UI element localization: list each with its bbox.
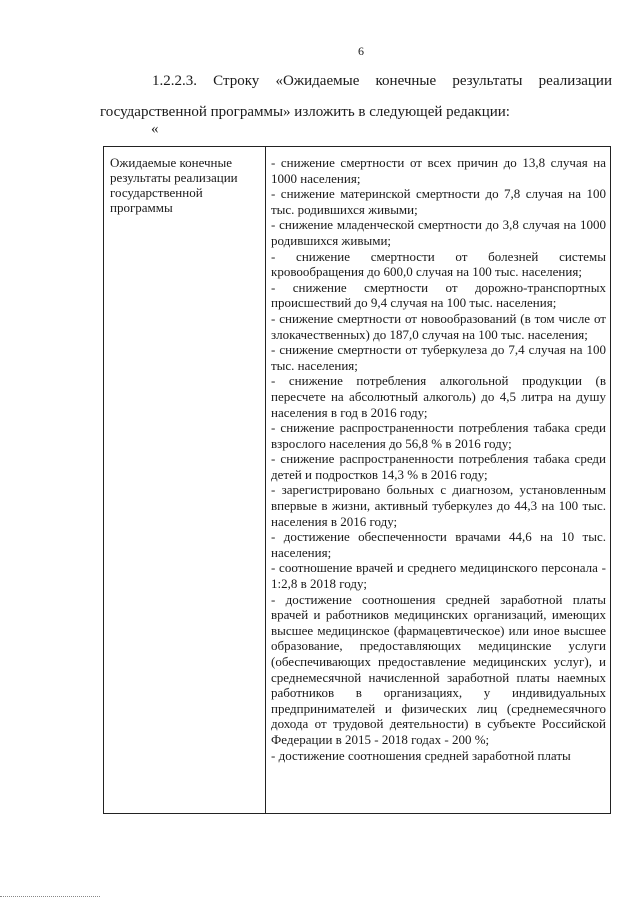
amendment-line-2: государственной программы» изложить в следующей редакции: [100,104,510,120]
result-item: - снижение смертности от дорожно-транспортных происшествий до 9,4 случая на 100 тыс. населения; [271,279,606,311]
row-label-cell: Ожидаемые конечные результаты реализации государственной программы [110,155,238,215]
results-table [103,146,611,814]
opening-quote: « [151,121,159,137]
result-item: - достижение соотношения средней заработной платы [271,747,571,763]
result-item: - снижение младенческой смертности до 3,8 случая на 1000 родившихся живыми; [271,217,606,248]
footer-rule [0,896,100,897]
result-item: - достижение соотношения средней заработной платы врачей и работников медицинских организаций, имеющих высшее медицинское (фармацевтическое) или иное высшее образование, предоставляющих медицинские услуги (обеспечивающих предоставление медицинских услуг), и среднемесячной начисленной заработной платы наемных работников в организациях, у индивидуальных предпринимателей и физических лиц (среднемесячного дохода от трудовой деятельности) в субъекте Российской Федерации в 2015 - 2018 годах - 200 %; [271,591,606,747]
result-item: - снижение смертности от туберкулеза до 7,4 случая на 100 тыс. населения; [271,342,606,373]
result-item: - снижение распространенности потребления табака среди детей и подростков 14,3 % в 2016 году; [271,451,606,482]
result-item: - соотношение врачей и среднего медицинского персонала - 1:2,8 в 2018 году; [271,560,606,592]
page-number: 6 [358,44,364,58]
amendment-paragraph [100,66,612,128]
result-item: - достижение обеспеченности врачами 44,6 на 10 тыс. населения; [271,529,606,560]
result-item: - снижение смертности от всех причин до 13,8 случая на 1000 населения; [271,155,606,186]
result-item: - зарегистрировано больных с диагнозом, установленным впервые в жизни, активный туберкулез до 44,3 на 100 тыс. населения в 2016 году; [271,482,606,529]
result-item: - снижение смертности от новообразований (в том числе от злокачественных) до 187,0 случая на 100 тыс. населения; [271,310,606,342]
expected-results-cell [271,155,606,763]
amendment-line-1: 1.2.2.3. Строку «Ожидаемые конечные результаты реализации [152,73,612,89]
result-item: - снижение распространенности потребления табака среди взрослого населения до 56,8 % в 2016 году; [271,420,606,451]
column-divider [265,147,266,813]
result-item: - снижение материнской смертности до 7,8 случая на 100 тыс. родившихся живыми; [271,186,606,217]
result-item: - снижение потребления алкогольной продукции (в пересчете на абсолютный алкоголь) до 4,5 литра на душу населения в год в 2016 году; [271,373,606,420]
result-item: - снижение смертности от болезней системы кровообращения до 600,0 случая на 100 тыс. населения; [271,248,606,280]
